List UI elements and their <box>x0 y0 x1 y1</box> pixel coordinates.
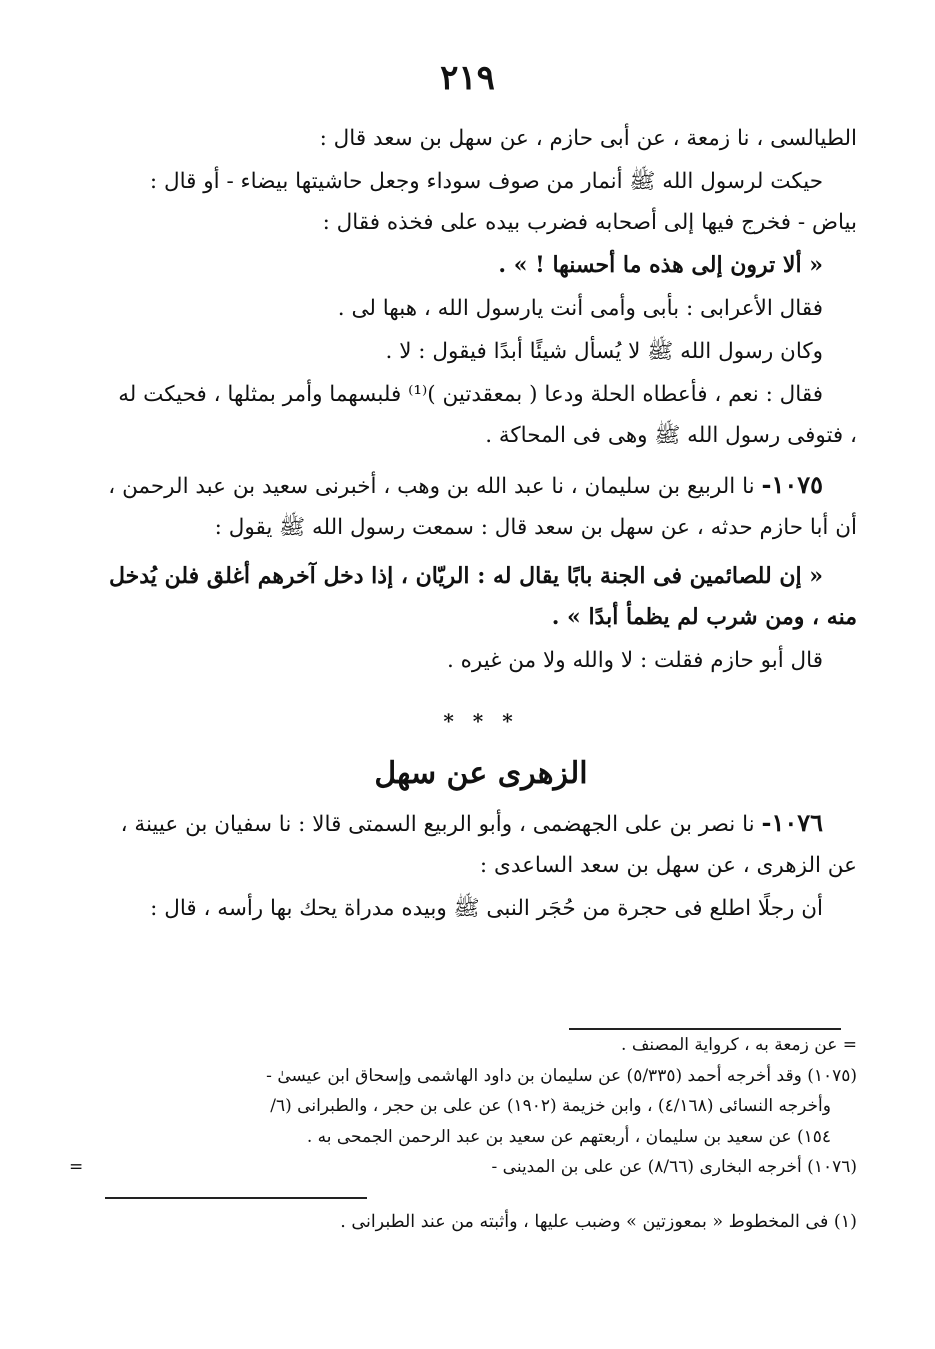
paragraph: حيكت لرسول الله ﷺ أنمار من صوف سوداء وجعل حاشيتها بيضاء - أو قال : بياض - فخرج فيها إلى أصحابه فضرب بيده على فخذه فقال : <box>149 169 857 235</box>
hadith-chain: نا نصر بن على الجهضمى ، وأبو الربيع السمتى قالا : نا سفيان بن عيينة ، عن الزهرى ، عن سهل بن سعد الساعدى : <box>120 812 857 878</box>
hadith-number: ١٠٧٦- <box>761 808 823 837</box>
paragraph: الطيالسى ، نا زمعة ، عن أبى حازم ، عن سهل بن سعد قال : <box>319 126 857 151</box>
hadith-quote: « ألا ترون إلى هذه ما أحسنها ! » . <box>498 252 823 278</box>
page-number: ٢١٩ <box>440 58 495 98</box>
footnotes <box>69 1028 857 1237</box>
footnote-line: ١٥٤) عن سعيد بن سليمان ، أربعتهم عن سعيد بن عبد الرحمن الجمحى به . <box>306 1126 831 1147</box>
hadith-quote: « إن للصائمين فى الجنة بابًا يقال له : الريّان ، إذا دخل آخرهم أغلق فلن يُدخل منه ، ومن شرب لم يظمأ أبدًا » . <box>108 563 857 630</box>
hadith-chain: نا الربيع بن سليمان ، نا عبد الله بن وهب ، أخبرنى سعيد بن عبد الرحمن ، أن أبا حازم حدثه ، عن سهل بن سعد قال : سمعت رسول الله ﷺ يقول : <box>108 474 857 540</box>
footnote-line: (١٠٧٥) وقد أخرجه أحمد (٥/٣٣٥) عن سليمان بن داود الهاشمى وإسحاق ابن عيسىٰ - <box>266 1065 857 1086</box>
footnote-line: = عن زمعة به ، كرواية المصنف . <box>621 1035 857 1055</box>
paragraph: قال أبو حازم فقلت : لا والله ولا من غيره . <box>446 648 823 673</box>
footnote-line: وأخرجه النسائى (٤/١٦٨) ، وابن خزيمة (١٩٠٢) عن على بن حجر ، والطبرانى (٦/ <box>270 1096 831 1116</box>
paragraph: أن رجلًا اطلع فى حجرة من حُجَر النبى ﷺ وبيده مدراة يحك بها رأسه ، قال : <box>150 896 823 921</box>
continuation-mark: = <box>69 1157 84 1177</box>
hadith-number: ١٠٧٥- <box>761 470 823 499</box>
section-separator: * * * <box>443 709 519 733</box>
hadith-entry <box>105 802 857 886</box>
footnote-line <box>69 1152 857 1183</box>
paragraph: فقال الأعرابى : بأبى وأمى أنت يارسول الله ، هبها لى . <box>337 296 823 321</box>
hadith-entry <box>105 464 857 548</box>
section-heading: الزهرى عن سهل <box>374 756 588 791</box>
footnote-rule <box>105 1197 367 1199</box>
manuscript-note: (١) فى المخطوط « بمعوزتين » وضبب عليها ، وأثبته من عند الطبرانى . <box>340 1211 857 1232</box>
footnote-text: (١٠٧٦) أخرجه البخارى (٨/٦٦) عن على بن المدينى - <box>491 1157 857 1177</box>
paragraph: فقال : نعم ، فأعطاه الحلة ودعا ( بمعقدتين )⁽¹⁾ فلبسهما وأمر بمثلها ، فحيكت له ، فتوفى رسول الله ﷺ وهى فى المحاكة . <box>118 382 857 448</box>
paragraph: وكان رسول الله ﷺ لا يُسأل شيئًا أبدًا فيقول : لا . <box>385 339 823 364</box>
main-text <box>105 118 857 931</box>
